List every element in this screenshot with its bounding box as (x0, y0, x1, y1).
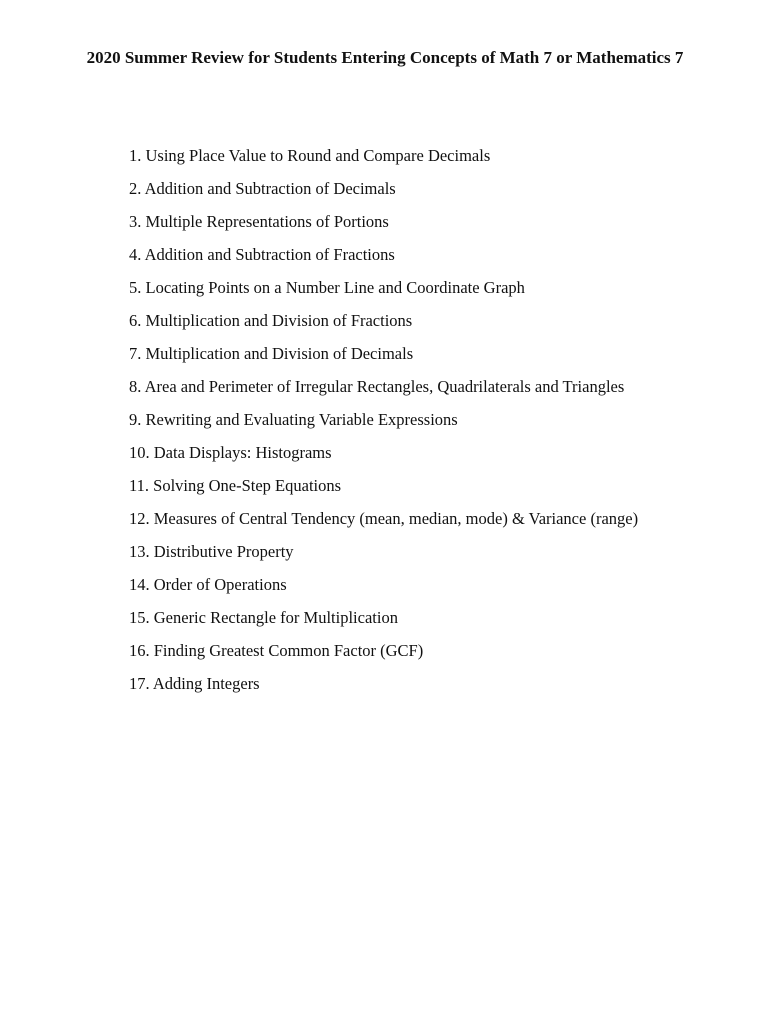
topic-item-2: 2. Addition and Subtraction of Decimals (129, 179, 396, 198)
topic-item-17: 17. Adding Integers (129, 674, 260, 693)
topic-item-14: 14. Order of Operations (129, 575, 287, 594)
topic-item-11: 11. Solving One-Step Equations (129, 476, 342, 495)
topic-list (129, 143, 638, 704)
topic-item-7: 7. Multiplication and Division of Decimals (129, 344, 414, 363)
topic-item-8: 8. Area and Perimeter of Irregular Rectangles, Quadrilaterals and Triangles (129, 377, 625, 396)
topic-item-5: 5. Locating Points on a Number Line and Coordinate Graph (129, 278, 525, 297)
topic-item-9: 9. Rewriting and Evaluating Variable Expressions (129, 410, 458, 429)
topic-item-12: 12. Measures of Central Tendency (mean, median, mode) & Variance (range) (129, 509, 639, 528)
topic-item-6: 6. Multiplication and Division of Fractions (129, 311, 413, 330)
topic-item-4: 4. Addition and Subtraction of Fractions (129, 245, 395, 264)
topic-item-1: 1. Using Place Value to Round and Compare Decimals (129, 146, 491, 165)
topic-item-16: 16. Finding Greatest Common Factor (GCF) (129, 641, 424, 660)
topic-item-10: 10. Data Displays: Histograms (129, 443, 332, 462)
topic-item-15: 15. Generic Rectangle for Multiplication (129, 608, 398, 627)
topic-item-3: 3. Multiple Representations of Portions (129, 212, 389, 231)
page-title: 2020 Summer Review for Students Entering Concepts of Math 7 or Mathematics 7 (86, 48, 684, 67)
topic-item-13: 13. Distributive Property (129, 542, 294, 561)
